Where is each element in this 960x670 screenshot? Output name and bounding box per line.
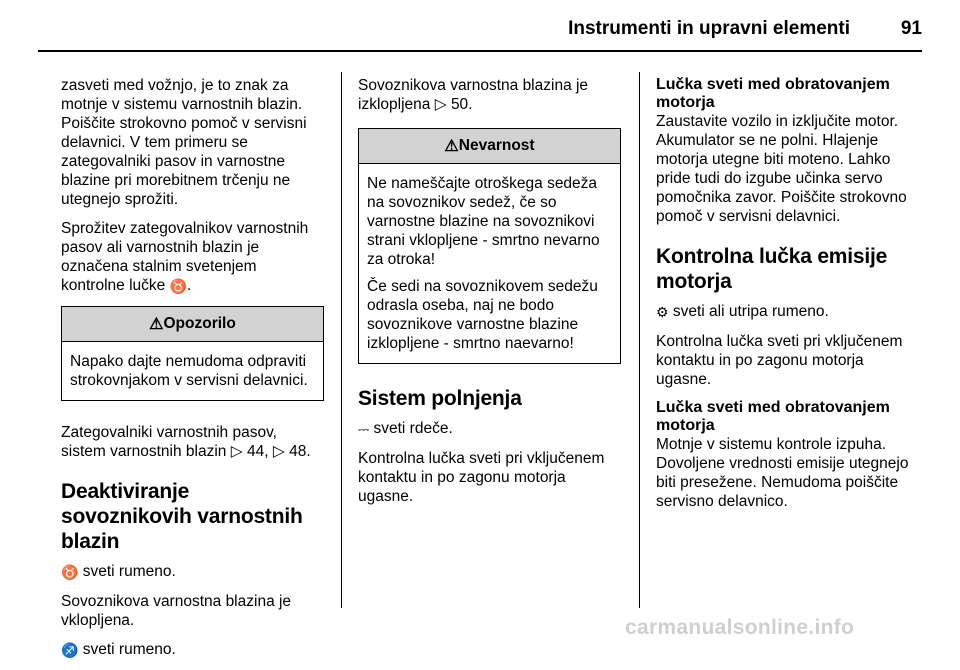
airbag-off-icon: ♐ (61, 642, 79, 658)
battery-icon: ⎓ (358, 421, 370, 437)
column-left (61, 76, 324, 670)
page-ref-arrow-icon: ▷ (434, 96, 447, 113)
warning-triangle-icon: ⚠ (149, 316, 164, 333)
page-header-title: Instrumenti in upravni elementi (568, 18, 850, 39)
section-heading: Deaktiviranje sovoznikovih varnostnih blazin (61, 480, 303, 553)
page-ref-arrow-icon: ▷ (272, 443, 285, 460)
danger-text: Ne nameščajte otroškega sedeža na sovoznikov sedež, če so varnostne blazine na sovoznikovi strani vklopljene - smrtno nevarno za otroka! (367, 175, 600, 268)
paragraph: ⚙ sveti ali utripa rumeno. (656, 303, 829, 320)
page-ref[interactable]: 48. (289, 443, 311, 460)
danger-text: Če sedi na sovoznikovem sedežu odrasla oseba, naj ne bodo sovoznikove varnostne blazine izklopljene - smrtno naevarno! (367, 278, 598, 352)
column-right (656, 76, 922, 521)
danger-box (358, 128, 621, 364)
page-ref-arrow-icon: ▷ (230, 443, 243, 460)
paragraph: Kontrolna lučka sveti pri vključenem kontaktu in po zagonu motorja ugasne. (656, 333, 903, 388)
paragraph: Motnje v sistemu kontrole izpuha. Dovoljene vrednosti emisije utegnejo biti presežene. Nemudoma poiščite servisno delavnico. (656, 436, 909, 510)
column-divider (639, 72, 640, 608)
paragraph: ♐ sveti rumeno. (61, 641, 176, 658)
airbag-icon: ♉ (169, 278, 188, 294)
paragraph: Sprožitev zategovalnikov varnostnih pasov ali varnostnih blazin je označena stalnim svetenjem kontrolne lučke ♉. (61, 220, 309, 294)
page-ref[interactable]: 44, (246, 443, 269, 460)
column-divider (341, 72, 342, 608)
paragraph: Zaustavite vozilo in izključite motor. Akumulator se ne polni. Hlajenje motorja utegne biti moteno. Lahko pride tudi do izgube učinka servo pomočnika zavor. Poiščite strokovno pomoč v servisni delavnici. (656, 113, 907, 225)
section-heading: Sistem polnjenja (358, 387, 522, 410)
paragraph: ⎓ sveti rdeče. (358, 420, 453, 437)
page-number: 91 (900, 18, 922, 39)
engine-check-icon: ⚙ (656, 304, 669, 320)
warning-box (61, 306, 324, 401)
paragraph: Sovoznikova varnostna blazina je izklopljena ▷ 50. (358, 77, 589, 113)
warning-text: Napako dajte nemudoma odpraviti strokovnjakom v servisni delavnici. (70, 353, 308, 389)
paragraph: Zategovalniki varnostnih pasov, sistem varnostnih blazin ▷ 44, ▷ 48. (61, 424, 311, 460)
paragraph: ♉ sveti rumeno. (61, 563, 176, 580)
danger-box-header: ⚠Nevarnost (359, 129, 620, 164)
column-middle (358, 76, 621, 516)
warning-triangle-icon: ⚠ (444, 138, 459, 155)
paragraph: zasveti med vožnjo, je to znak za motnje v sistemu varnostnih blazin. Poiščite strokovno pomoč v servisni delavnici. V tem primeru se zategovalniki pasov in varnostne blazine pri morebitnem trčenju ne utegnejo sprožiti. (61, 77, 307, 208)
page-ref[interactable]: 50. (450, 96, 473, 113)
subheading: Lučka sveti med obratovanjem motorja (656, 76, 890, 111)
subheading: Lučka sveti med obratovanjem motorja (656, 399, 890, 434)
watermark: carmanualsonline.info (625, 616, 855, 639)
warning-box-header: ⚠Opozorilo (62, 307, 323, 342)
paragraph: Sovoznikova varnostna blazina je vklopljena. (61, 593, 292, 629)
airbag-on-icon: ♉ (61, 564, 79, 580)
section-heading: Kontrolna lučka emisije motorja (656, 245, 888, 293)
paragraph: Kontrolna lučka sveti pri vključenem kontaktu in po zagonu motorja ugasne. (358, 450, 605, 505)
header-divider (38, 50, 922, 52)
